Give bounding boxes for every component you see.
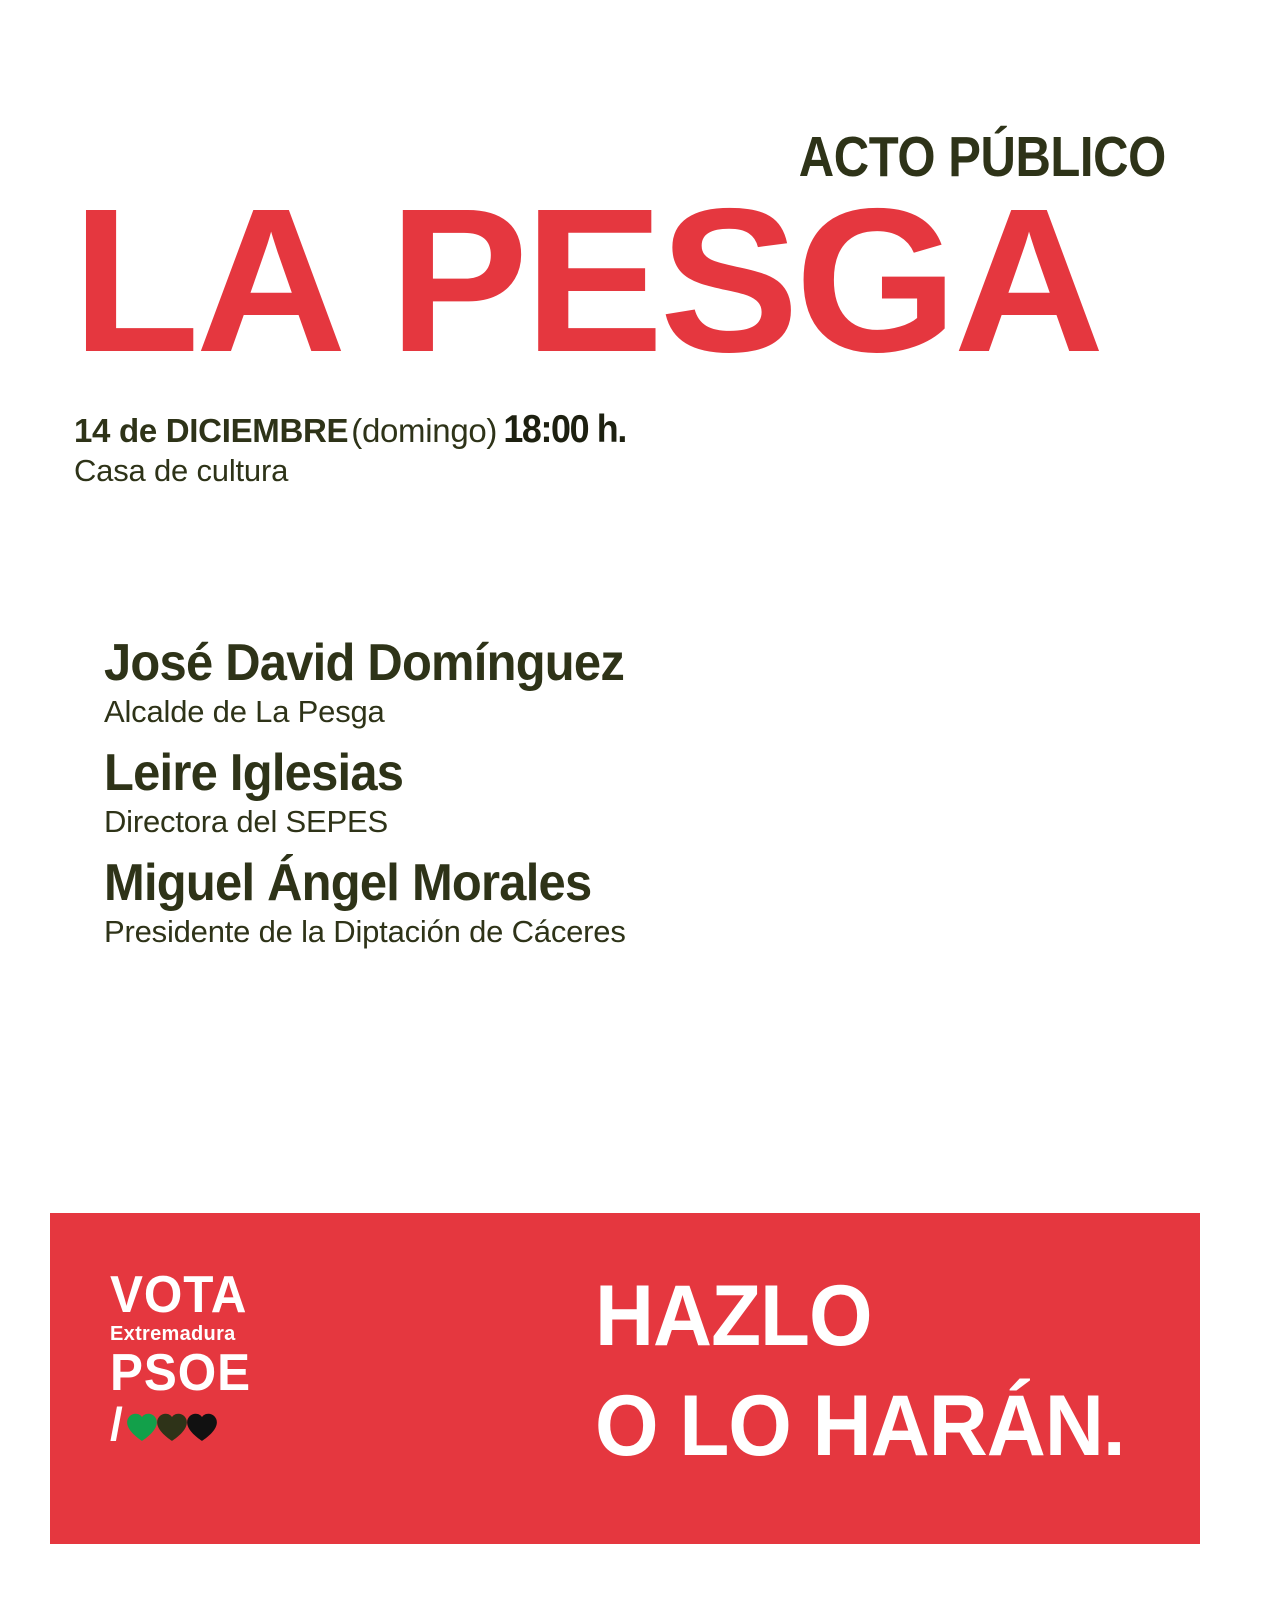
speaker-role: Presidente de la Diptación de Cáceres	[104, 913, 626, 949]
list-item	[104, 743, 1104, 842]
speaker-list	[104, 636, 1104, 952]
heart-green-icon	[125, 1410, 159, 1444]
list-item	[104, 853, 1104, 952]
speaker-name: Leire Iglesias	[104, 743, 404, 802]
campaign-slogan	[595, 1261, 1153, 1481]
logo-hearts-row	[110, 1397, 325, 1450]
speaker-name: José David Domínguez	[104, 634, 625, 692]
campaign-banner	[50, 1213, 1200, 1544]
event-date-month: DICIEMBRE	[165, 412, 349, 449]
event-weekday: (domingo)	[351, 412, 498, 449]
logo-party-text: PSOE	[110, 1343, 252, 1402]
event-venue: Casa de cultura	[74, 453, 289, 488]
event-date	[74, 412, 348, 450]
logo-vota-text: VOTA	[110, 1266, 248, 1324]
psoe-logo	[110, 1266, 325, 1450]
event-datetime	[74, 408, 631, 452]
speaker-name: Miguel Ángel Morales	[104, 853, 592, 912]
event-kicker: ACTO PÚBLICO	[798, 125, 1166, 189]
event-date-day: 14 de	[74, 412, 166, 449]
logo-region-text: Extremadura	[110, 1322, 236, 1345]
heart-black-icon	[185, 1410, 219, 1444]
heart-dark-icon	[155, 1410, 189, 1444]
slogan-line-2: O LO HARÁN.	[595, 1378, 1125, 1475]
event-time: 18:00 h.	[503, 408, 627, 451]
page-title: LA PESGA	[72, 166, 1101, 395]
slogan-line-1: HAZLO	[595, 1268, 872, 1364]
list-item	[104, 636, 1104, 732]
speaker-role: Directora del SEPES	[104, 803, 388, 839]
logo-slash-mark: /	[110, 1397, 123, 1450]
speaker-role: Alcalde de La Pesga	[104, 694, 385, 730]
